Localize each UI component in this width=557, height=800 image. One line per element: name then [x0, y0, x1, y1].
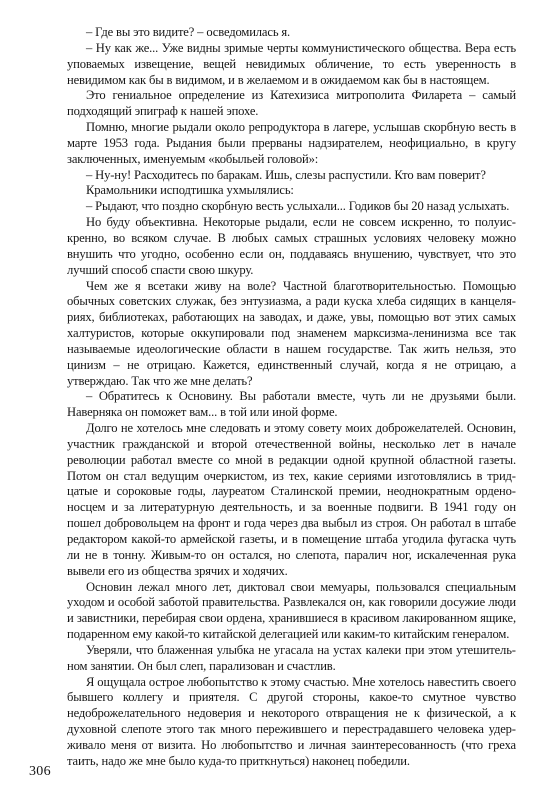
- body-text: [67, 25, 516, 770]
- paragraph: – Обратитесь к Основину. Вы работали вместе, чуть ли не друзьями были. Наверняка он поможет вам... в той или иной форме.: [67, 389, 516, 420]
- page-number: 306: [29, 764, 51, 779]
- paragraph: Крамольники исподтишка ухмылялись:: [86, 183, 294, 198]
- paragraph: Уверяли, что блаженная улыбка не угасала на устах калеки при этом утешительном занятии. Он был слеп, парализован и счастлив.: [67, 642, 516, 673]
- paragraph: Основин лежал много лет, диктовал свои мемуары, пользовался специальным уходом и особой заботой правительства. Развлекался он, как говорили досужие люди и завистники, перебирая свои ордена, хранившиеся в красивом лакированном ящике, подаренном ему какой-то китайской делегацией или каким-то китайским генералом.: [67, 579, 516, 642]
- paragraph: – Рыдают, что поздно скорбную весть услыхали... Годиков бы 20 назад услыхать.: [86, 199, 510, 214]
- paragraph: Это гениальное определение из Катехизиса митрополита Филарета – самый подходящий эпиграф к нашей эпохе.: [67, 88, 516, 119]
- paragraph: Долго не хотелось мне следовать и этому совету моих доброжелателей. Основин, участник гражданской и второй отечественной войны, несколько лет в начале революции работал вместе со мной в редакции одной крупной областной газеты. Потом он стал ведущим очеркистом, из тех, какие сериями изготовлялись в тридцатые и сороковые годы, лауреатом Сталинской премии, неоднократным орденоносцем и за литературную деятельность, и за военные подвиги. В 1941 году он пошел добровольцем на фронт и года через два выбыл из строя. Он работал в штабе редактором какой-то армейской газеты, и в помещение штаба угодила фугаска чуть ли не в тонну. Живым-то он остался, но слепота, паралич ног, искалеченная рука вывели его из общества зрячих и ходячих.: [67, 421, 516, 578]
- paragraph: Но буду объективна. Некоторые рыдали, если не совсем искренно, то полуискренно, во всяком случае. В любых самых страшных условиях человеку можно внушить что угодно, особенно если он, поддаваясь внушению, чувствует, что это лучший способ спасти свою шкуру.: [67, 215, 516, 277]
- paragraph: Помню, многие рыдали около репродуктора в лагере, услышав скорбную весть в марте 1953 года. Рыдания были прерваны надзирателем, неофициально, в кругу заключенных, именуемым «кобыльей головой»:: [67, 120, 516, 166]
- paragraph: – Ну-ну! Расходитесь по баракам. Ишь, слезы распустили. Кто вам поверит?: [86, 167, 486, 182]
- paragraph: – Где вы это видите? – осведомилась я.: [86, 25, 291, 39]
- paragraph: Чем же я всетаки живу на воле? Частной благотворительностью. Помощью обычных советских служак, без энтузиазма, а ради куска хлеба сидящих в канцеляриях, библиотеках, работающих на заводах, и даже, увы, помощью вот этих самых халтуристов, которые оккупировали под знаменем марксизма-ленинизма все так называемые идеологические области в нашем государстве. Так жить нельзя, это цинизм – не отрицаю. Кажется, единственный случай, когда я не отрицаю, а утверждаю. Так что же мне делать?: [67, 278, 516, 388]
- paragraph: – Ну как же... Уже видны зримые черты коммунистического общества. Вера есть уповаемых извещение, вещей невидимых обличение, то есть уверенность в невидимом как бы в видимом, и в желаемом и в ожидаемом как бы в настоящем.: [67, 40, 516, 87]
- paragraph: Я ощущала острое любопытство к этому счастью. Мне хотелось навестить своего бывшего коллегу и приятеля. С другой стороны, какое-то смутное чувство недоброжелательного недоверия и некоторого отвращения не к физической, а к духовной слепоте этого так много пережившего и перестрадавшего человека удерживало меня от визита. Но любопытство и личная заинтересованность (что греха таить, надо же мне было куда-то приткнуться) наконец победили.: [67, 674, 516, 768]
